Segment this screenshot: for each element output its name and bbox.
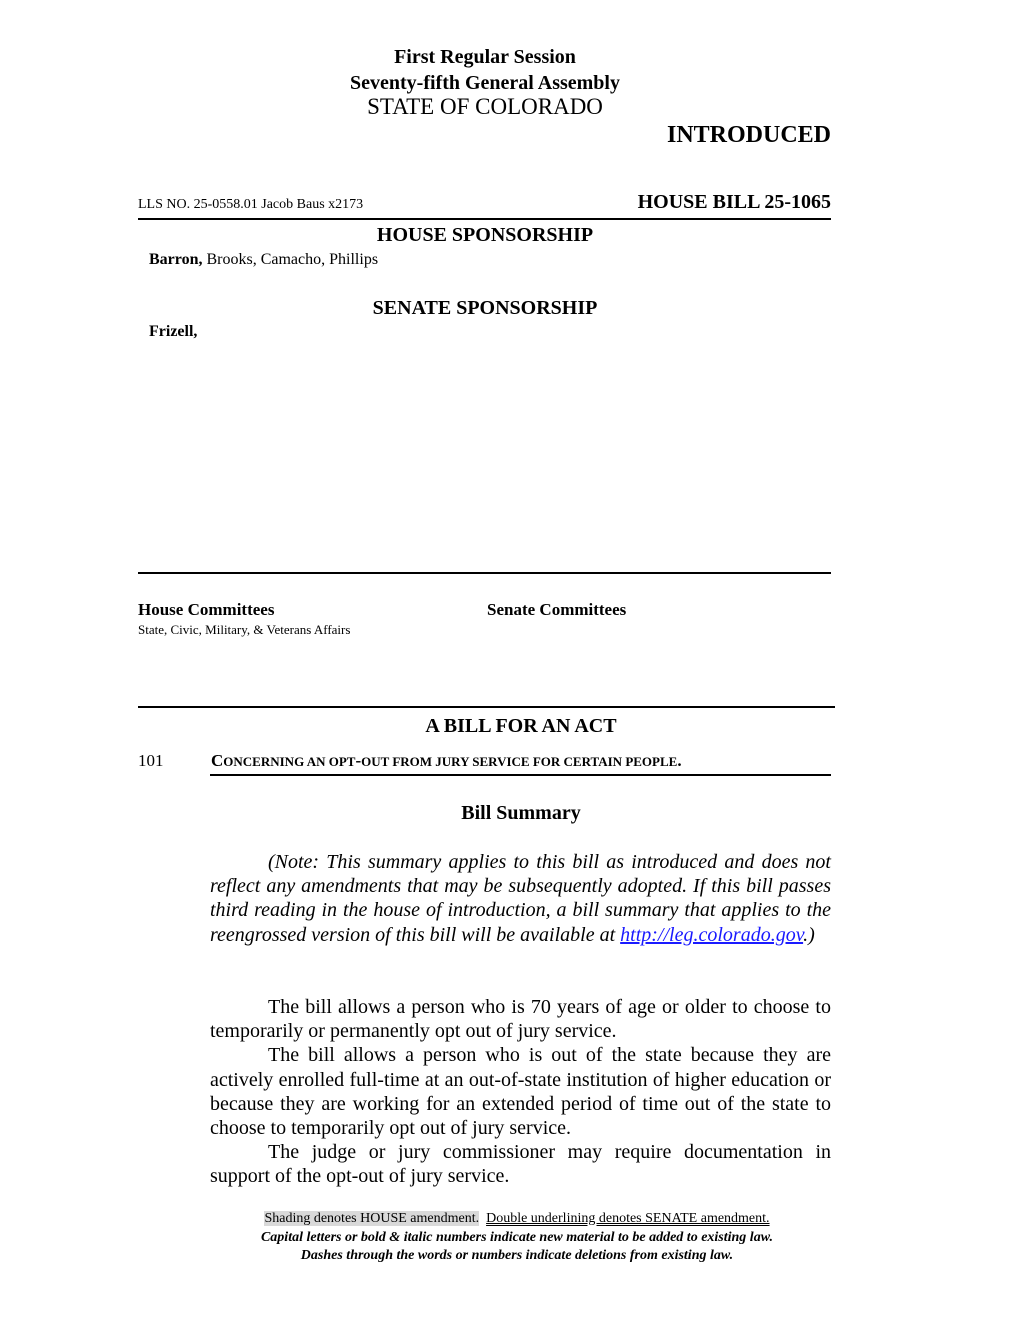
act-title-rule — [210, 774, 831, 776]
footer-capital-note: Capital letters or bold & italic numbers indicate new material to be added to existing law. — [260, 1230, 774, 1245]
house-committees-list: State, Civic, Military, & Veterans Affairs — [138, 622, 351, 637]
header-rule — [138, 218, 831, 220]
act-top-rule — [138, 706, 835, 708]
summary-paragraph: The bill allows a person who is out of the state because they are actively enrolled full-time at an out-of-state institution of higher education or because they are working for an extended period of time out of the state to choose to temporarily opt out of jury service. — [210, 1044, 831, 1140]
senate-amendment-legend: Double underlining denotes SENATE amendment. — [486, 1211, 770, 1226]
senate-committees-heading: Senate Committees — [487, 600, 627, 619]
leg-colorado-link[interactable]: http://leg.colorado.gov — [620, 923, 804, 946]
summary-body — [210, 995, 831, 1189]
summary-note: (Note: This summary applies to this bill as introduced and does not reflect any amendments that may be subsequently adopted. If this bill passes third reading in the house of introduction, a bill summary that applies to the reengrossed version of this bill will be available at http://leg.colorado.gov.) — [210, 851, 831, 946]
summary-heading: Bill Summary — [461, 802, 581, 824]
footer-dashes-note: Dashes through the words or numbers indicate deletions from existing law. — [300, 1248, 734, 1263]
assembly-title: Seventy-fifth General Assembly — [350, 72, 620, 94]
house-amendment-legend: Shading denotes HOUSE amendment. — [264, 1211, 480, 1226]
house-prime-sponsor: Barron, — [149, 251, 203, 268]
session-title: First Regular Session — [394, 46, 576, 68]
senate-sponsorship-heading: SENATE SPONSORSHIP — [372, 297, 598, 319]
senate-prime-sponsor: Frizell, — [149, 323, 198, 340]
footer-legend — [0, 1210, 1024, 1229]
committees-top-rule — [138, 572, 831, 574]
house-sponsors — [149, 251, 378, 269]
house-sponsorship-heading: HOUSE SPONSORSHIP — [376, 224, 594, 246]
act-title: CONCERNING AN OPT-OUT FROM JURY SERVICE FOR CERTAIN PEOPLE. — [211, 751, 682, 770]
state-title: STATE OF COLORADO — [367, 94, 603, 119]
bill-number: HOUSE BILL 25-1065 — [637, 191, 831, 213]
summary-paragraph: The bill allows a person who is 70 years of age or older to choose to temporarily or permanently opt out of jury service. — [210, 996, 831, 1043]
status-label: INTRODUCED — [666, 122, 831, 148]
house-cosponsors: Brooks, Camacho, Phillips — [206, 251, 379, 268]
lls-number: LLS NO. 25-0558.01 Jacob Baus x2173 — [138, 197, 364, 212]
line-number: 101 — [138, 751, 164, 770]
house-committees-heading: House Committees — [138, 600, 275, 619]
summary-paragraph: The judge or jury commissioner may require documentation in support of the opt-out of jury service. — [210, 1141, 831, 1188]
act-heading: A BILL FOR AN ACT — [425, 715, 617, 737]
